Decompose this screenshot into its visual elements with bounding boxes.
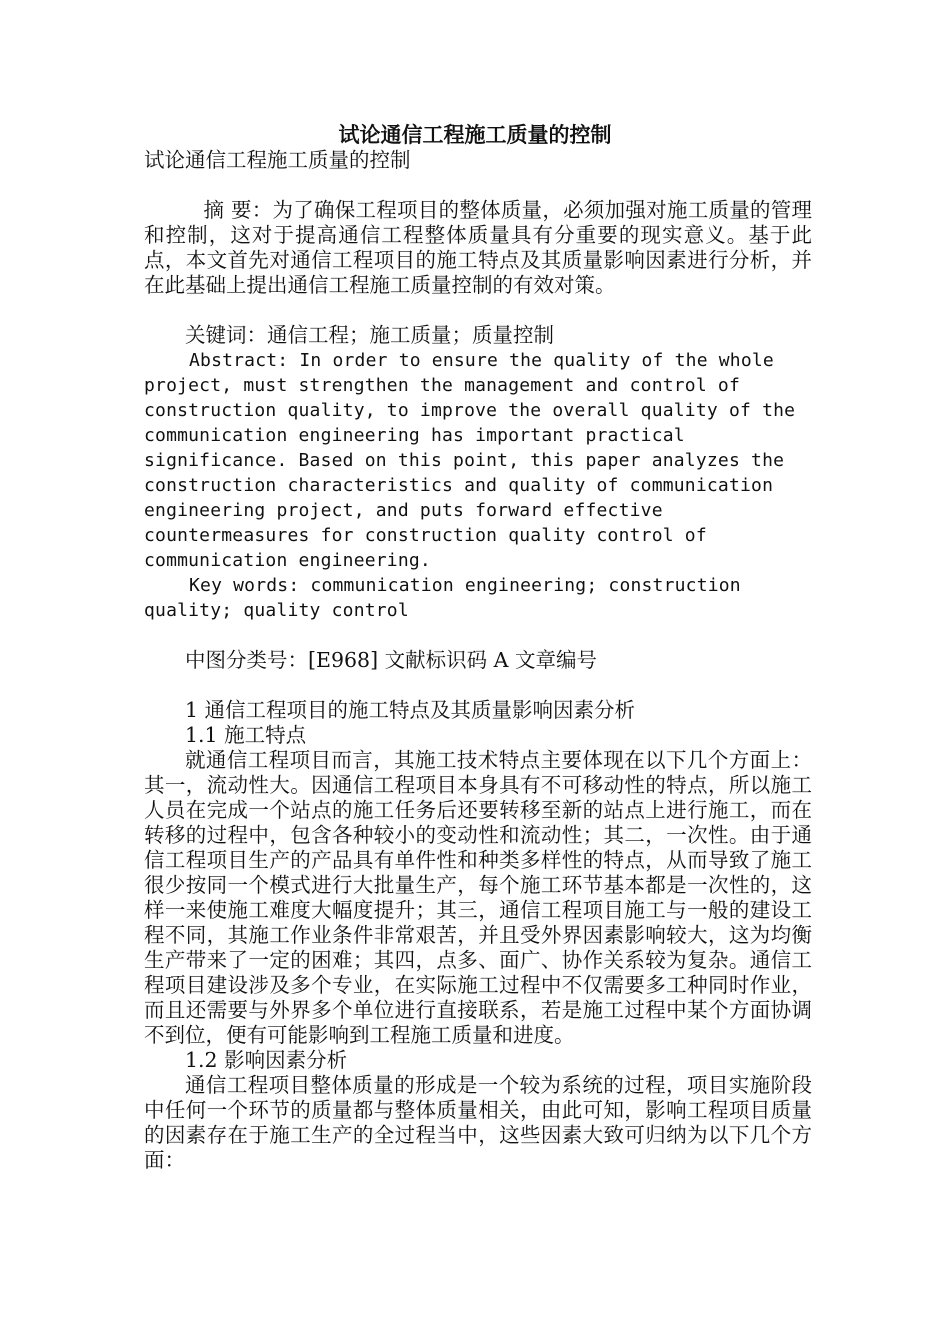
abstract-english: Abstract: In order to ensure the quality of the whole project, must strengthen the management and control of construction quality, to improve the overall quality of the communication engineering has important practical significance. Based on this point, this paper analyzes the construction characteristics and quality of communication engineering project, and puts forward effective countermeasures for construction quality control of communication engineering.: [144, 350, 796, 571]
spacer: [144, 173, 812, 198]
keywords-chinese: 关键词：通信工程；施工质量；质量控制: [185, 323, 554, 347]
section-1-2-body: 通信工程项目整体质量的形成是一个较为系统的过程，项目实施阶段中任何一个环节的质量都与整体质量相关，由此可知，影响工程项目质量的因素存在于施工生产的全过程当中，这些因素大致可归纳为以下几个方面：: [144, 1073, 812, 1172]
classification-line: 中图分类号：[E968] 文献标识码 A 文章编号: [185, 648, 597, 672]
spacer: [144, 673, 812, 698]
section-1-1-heading: 1.1 施工特点: [185, 723, 307, 747]
document-subtitle: 试论通信工程施工质量的控制: [144, 148, 411, 172]
document-body: [144, 148, 812, 1173]
section-1-1-body: 就通信工程项目而言，其施工技术特点主要体现在以下几个方面上：其一，流动性大。因通信工程项目本身具有不可移动性的特点，所以施工人员在完成一个站点的施工任务后还要转移至新的站点上进行施工，而在转移的过程中，包含各种较小的变动性和流动性；其二，一次性。由于通信工程项目生产的产品具有单件性和种类多样性的特点，从而导致了施工很少按同一个模式进行大批量生产，每个施工环节基本都是一次性的，这样一来使施工难度大幅度提升；其三，通信工程项目施工与一般的建设工程不同，其施工作业条件非常艰苦，并且受外界因素影响较大，这为均衡生产带来了一定的困难；其四，点多、面广、协作关系较为复杂。通信工程项目建设涉及多个专业，在实际施工过程中不仅需要多工种同时作业，而且还需要与外界多个单位进行直接联系，若是施工过程中某个方面协调不到位，便有可能影响到工程施工质量和进度。: [144, 748, 812, 1047]
abstract-chinese: 摘 要：为了确保工程项目的整体质量，必须加强对施工质量的管理和控制，这对于提高通信工程整体质量具有分重要的现实意义。基于此点，本文首先对通信工程项目的施工特点及其质量影响因素进行分析，并在此基础上提出通信工程施工质量控制的有效对策。: [144, 198, 812, 297]
section-1-heading: 1 通信工程项目的施工特点及其质量影响因素分析: [185, 698, 636, 722]
document-title: 试论通信工程施工质量的控制: [338, 123, 612, 147]
section-1-2-heading: 1.2 影响因素分析: [185, 1048, 348, 1072]
keywords-english: Key words: communication engineering; construction quality; quality control: [144, 575, 741, 621]
spacer: [144, 298, 812, 323]
spacer: [144, 623, 812, 648]
